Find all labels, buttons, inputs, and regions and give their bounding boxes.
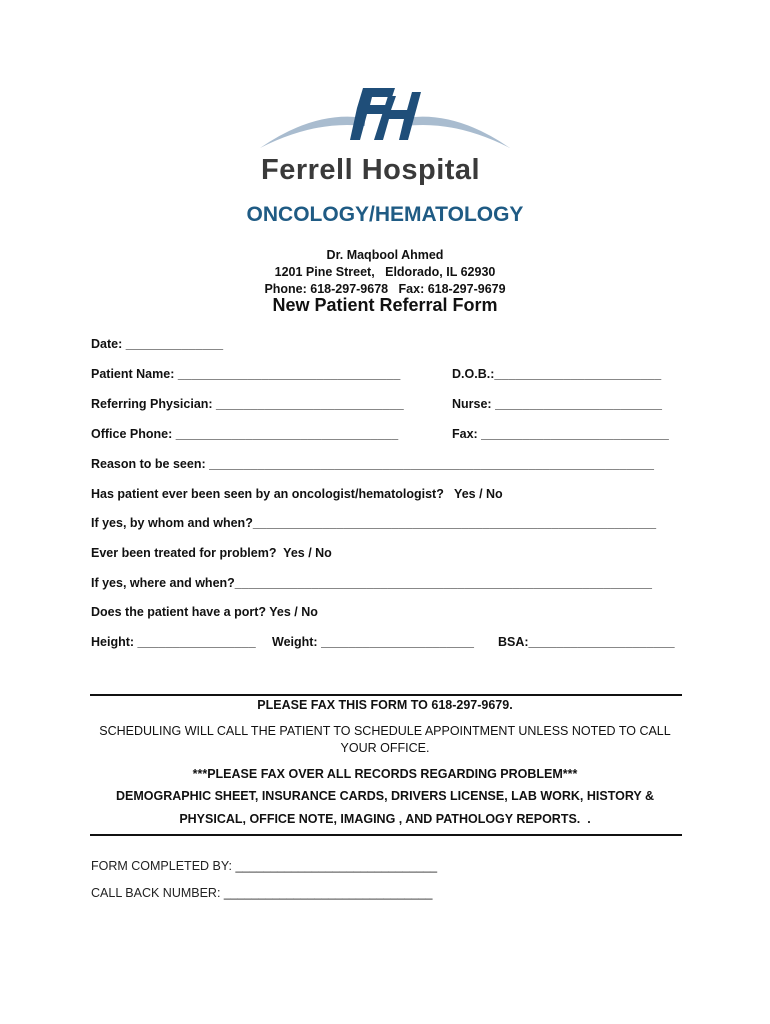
logo-wordmark: Ferrell Hospital bbox=[261, 154, 481, 186]
office-phone-field[interactable]: Office Phone: ________________________________ bbox=[91, 427, 399, 441]
address: 1201 Pine Street, Eldorado, IL 62930 bbox=[274, 265, 496, 279]
scheduling-note-line1: SCHEDULING WILL CALL THE PATIENT TO SCHEDULE APPOINTMENT UNLESS NOTED TO CALL bbox=[99, 724, 671, 738]
treated-where-field[interactable]: If yes, where and when?____________________________________________________________ bbox=[91, 576, 652, 590]
patient-name-field[interactable]: Patient Name: ________________________________ bbox=[91, 367, 401, 381]
port-question[interactable]: Does the patient have a port? Yes / No bbox=[91, 605, 318, 619]
seen-before-question[interactable]: Has patient ever been seen by an oncologist/hematologist? Yes / No bbox=[91, 487, 503, 501]
phone-fax: Phone: 618-297-9678 Fax: 618-297-9679 bbox=[264, 282, 506, 296]
nurse-field[interactable]: Nurse: ________________________ bbox=[452, 397, 662, 411]
treated-question[interactable]: Ever been treated for problem? Yes / No bbox=[91, 546, 332, 560]
date-field[interactable]: Date: ______________ bbox=[91, 337, 224, 351]
top-divider bbox=[90, 694, 682, 696]
form-completed-by-field[interactable]: FORM COMPLETED BY: _____________________________ bbox=[91, 859, 438, 873]
department-title: ONCOLOGY/HEMATOLOGY bbox=[246, 203, 524, 226]
records-request: ***PLEASE FAX OVER ALL RECORDS REGARDING PROBLEM*** bbox=[192, 767, 578, 781]
seen-by-whom-field[interactable]: If yes, by whom and when?__________________________________________________________ bbox=[91, 516, 657, 530]
documents-list-line2: PHYSICAL, OFFICE NOTE, IMAGING , AND PATHOLOGY REPORTS. . bbox=[179, 812, 591, 826]
referring-physician-field[interactable]: Referring Physician: ___________________________ bbox=[91, 397, 404, 411]
reason-field[interactable]: Reason to be seen: ________________________________________________________________ bbox=[91, 457, 655, 471]
height-field[interactable]: Height: _________________ bbox=[91, 635, 256, 649]
bottom-divider bbox=[90, 834, 682, 836]
doctor-name: Dr. Maqbool Ahmed bbox=[326, 248, 444, 262]
documents-list-line1: DEMOGRAPHIC SHEET, INSURANCE CARDS, DRIVERS LICENSE, LAB WORK, HISTORY & bbox=[115, 789, 654, 803]
fax-instruction: PLEASE FAX THIS FORM TO 618-297-9679. bbox=[257, 698, 513, 712]
dob-field[interactable]: D.O.B.:________________________ bbox=[452, 367, 662, 381]
call-back-number-field[interactable]: CALL BACK NUMBER: ______________________________ bbox=[91, 886, 433, 900]
bsa-field[interactable]: BSA:_____________________ bbox=[498, 635, 675, 649]
fax-field[interactable]: Fax: ___________________________ bbox=[452, 427, 669, 441]
ferrell-hospital-logo bbox=[255, 88, 517, 198]
weight-field[interactable]: Weight: ______________________ bbox=[272, 635, 475, 649]
scheduling-note-line2: YOUR OFFICE. bbox=[340, 741, 430, 755]
form-title: New Patient Referral Form bbox=[272, 295, 498, 315]
